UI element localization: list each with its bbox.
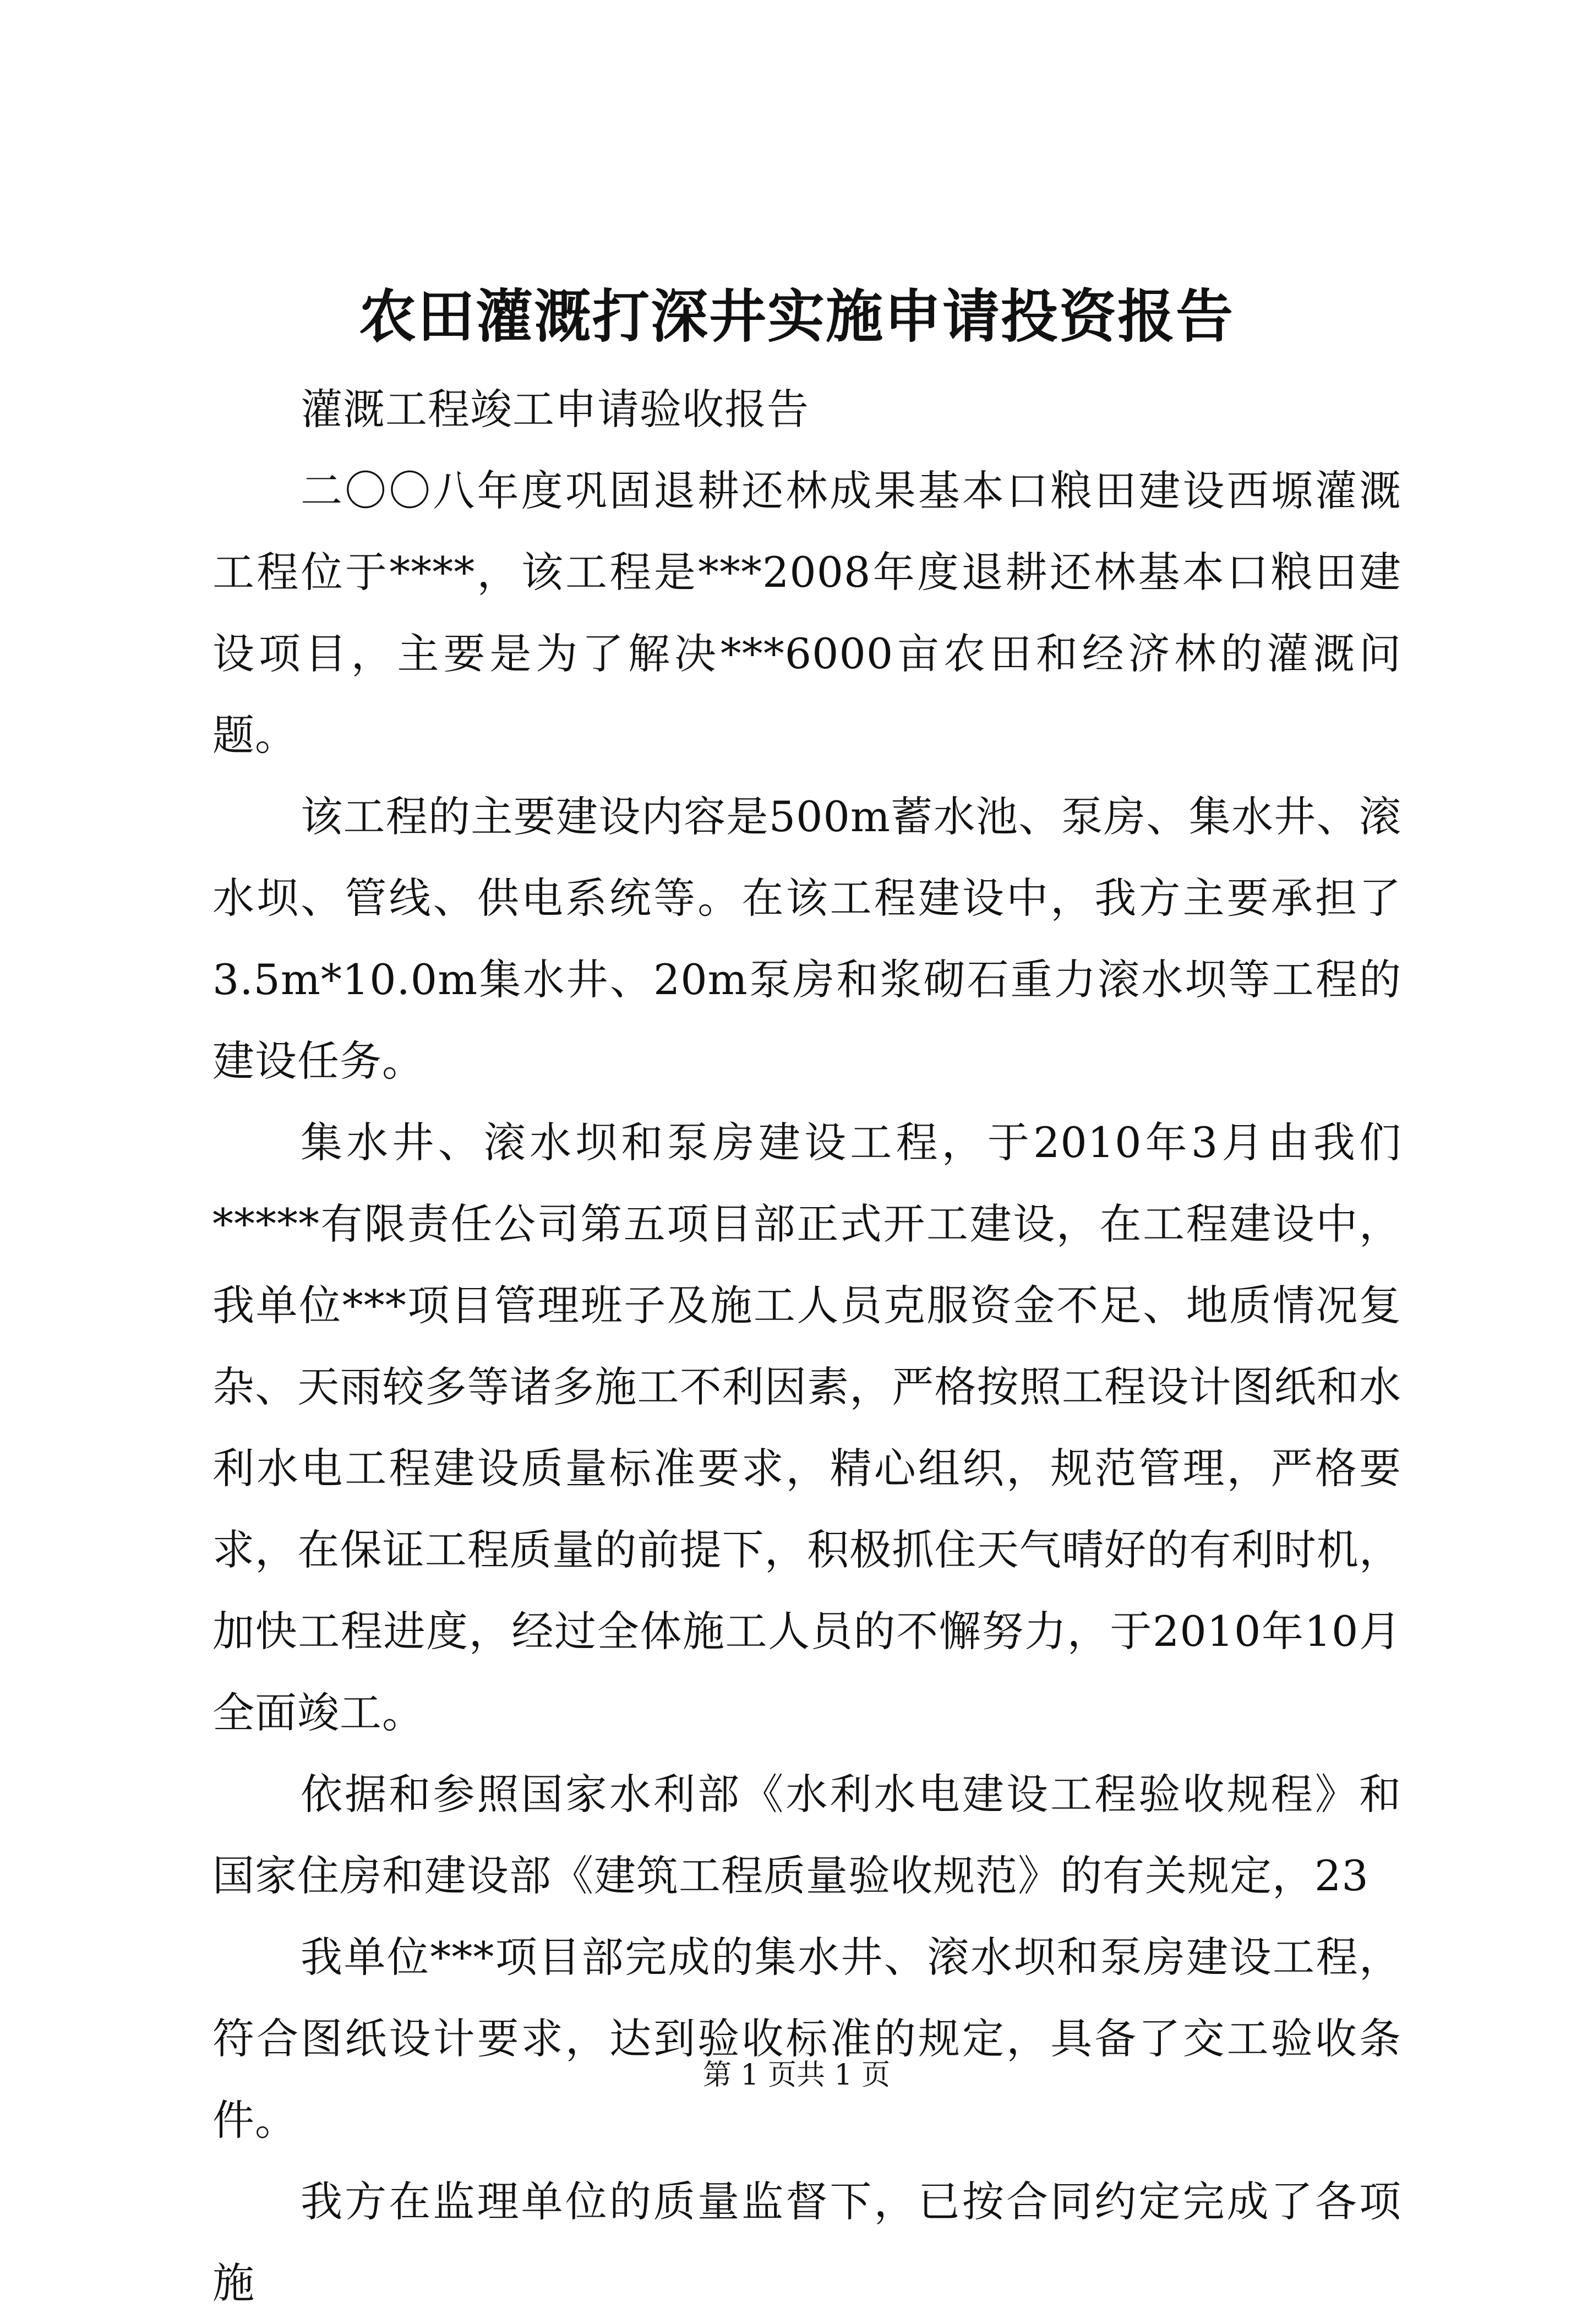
page-number-current: 第 1 页 [702, 2059, 796, 2092]
paragraph: 集水井、滚水坝和泵房建设工程，于2010年3月由我们*****有限责任公司第五项目部正式开工建设，在工程建设中，我单位***项目管理班子及施工人员克服资金不足、地质情况复杂、天雨较多等诸多施工不利因素，严格按照工程设计图纸和水利水电工程建设质量标准要求，精心组织，规范管理，严格要求，在保证工程质量的前提下，积极抓住天气晴好的有利时机，加快工程进度，经过全体施工人员的不懈努力，于2010年10月全面竣工。 [212, 1118, 1401, 1737]
page-footer [0, 2056, 1593, 2094]
paragraph: 我单位***项目部完成的集水井、滚水坝和泵房建设工程，符合图纸设计要求，达到验收标准的规定，具备了交工验收条件。 [212, 1933, 1401, 2145]
paragraph: 我方在监理单位的质量监督下，已按合同约定完成了各项施 [212, 2177, 1401, 2307]
paragraph: 该工程的主要建设内容是500m蓄水池、泵房、集水井、滚水坝、管线、供电系统等。在该工程建设中，我方主要承担了3.5m*10.0m集水井、20m泵房和浆砌石重力滚水坝等工程的建设任务。 [212, 792, 1401, 1085]
document-body [212, 369, 1401, 2324]
paragraph-subtitle: 灌溉工程竣工申请验收报告 [301, 385, 809, 434]
document-title: 农田灌溉打深井实施申请投资报告 [358, 282, 1234, 350]
page-number-total: 共 1 页 [796, 2059, 891, 2092]
paragraph: 二〇〇八年度巩固退耕还林成果基本口粮田建设西塬灌溉工程位于****，该工程是***2008年度退耕还林基本口粮田建设项目，主要是为了解决***6000亩农田和经济林的灌溉问题。 [212, 466, 1401, 760]
paragraph: 依据和参照国家水利部《水利水电建设工程验收规程》和国家住房和建设部《建筑工程质量验收规范》的有关规定，23 [212, 1770, 1401, 1900]
